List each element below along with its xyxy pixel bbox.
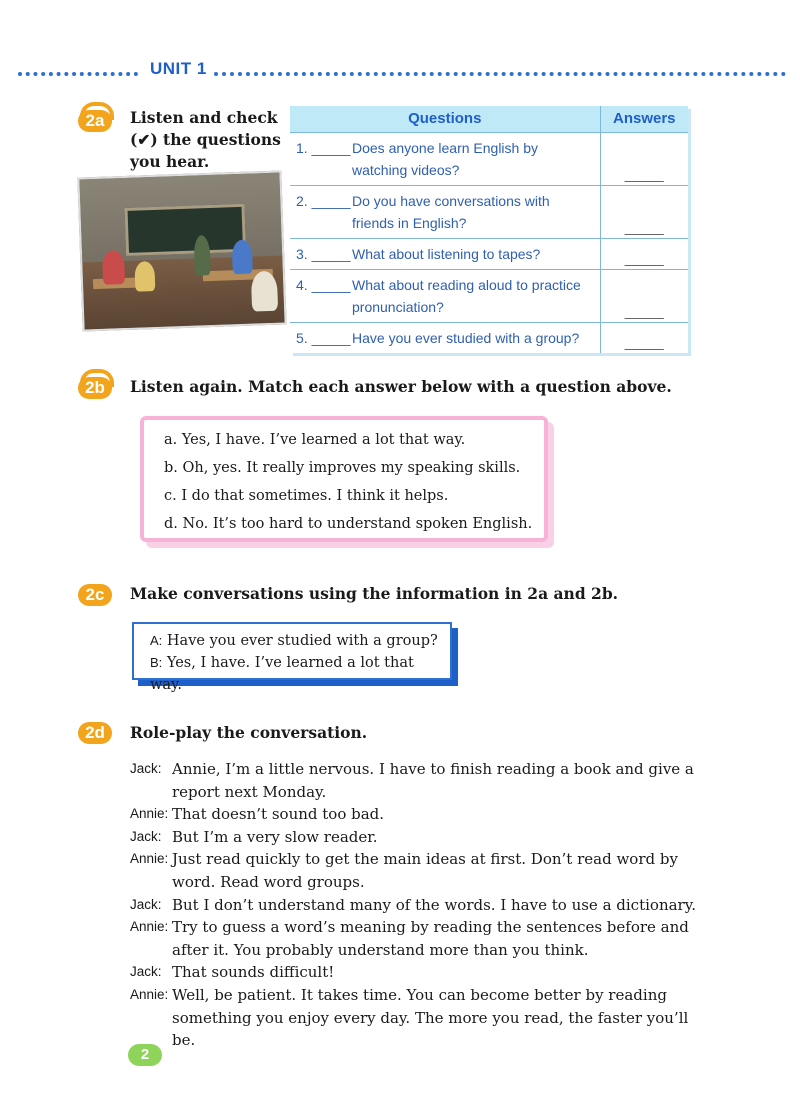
answer-blank[interactable]: _____	[600, 269, 688, 322]
question-text: Have you ever studied with a group?	[352, 329, 580, 346]
answer-blank[interactable]: _____	[600, 185, 688, 238]
dialog-line	[130, 848, 700, 893]
question-check-blank[interactable]: 5. _____	[296, 329, 351, 346]
section-2d-instruction: Role-play the conversation.	[130, 723, 368, 742]
example-line	[150, 652, 450, 696]
table-header-row	[290, 106, 688, 132]
role-play-dialog	[130, 758, 700, 1052]
dialog-text: Try to guess a word’s meaning by reading the sentences before and after it. You probably understand more than you think.	[172, 918, 689, 959]
answers-list	[164, 426, 532, 538]
dialog-line	[130, 916, 700, 961]
speaker-label: Annie:	[130, 919, 169, 935]
speaker-label: Jack:	[130, 761, 162, 776]
dialog-line	[130, 961, 700, 984]
question-text: Do you have conversations with friends in English?	[352, 192, 550, 231]
dialog-text: Well, be patient. It takes time. You can become better by reading something you enjoy every day. The more you read, the faster you’ll be.	[172, 985, 689, 1050]
dialog-line	[130, 803, 700, 826]
example-text: Have you ever studied with a group?	[166, 633, 438, 649]
dialog-line	[130, 894, 700, 917]
section-2d-badge: 2d	[78, 722, 112, 744]
speaker-label: Annie:	[130, 806, 169, 822]
dialog-text: That doesn’t sound too bad.	[172, 805, 385, 824]
dialog-text: Annie, I’m a little nervous. I have to finish reading a book and give a report next Monday.	[172, 760, 694, 801]
page-number: 2	[128, 1044, 162, 1066]
speaker-label: A:	[150, 633, 163, 648]
unit-title: UNIT 1	[150, 59, 207, 78]
question-text: What about listening to tapes?	[352, 245, 541, 262]
instruction-line: Listen and check	[130, 108, 278, 127]
dialog-text: But I don’t understand many of the words. I have to use a dictionary.	[172, 895, 696, 914]
answer-blank[interactable]: _____	[600, 322, 688, 353]
example-text: Yes, I have. I’ve learned a lot that way.	[150, 655, 414, 693]
dialog-line	[130, 826, 700, 849]
section-2a-badge: 2a	[78, 110, 112, 132]
instruction-line: (✔) the questions	[130, 130, 281, 149]
header-dots-right	[214, 72, 786, 76]
section-2a-instruction	[130, 107, 281, 173]
speaker-label: B:	[150, 655, 163, 670]
classroom-photo	[77, 170, 286, 331]
question-text: Does anyone learn English by watching videos?	[352, 139, 539, 178]
question-check-blank[interactable]: 2. _____	[296, 192, 351, 209]
answer-blank[interactable]: _____	[600, 132, 688, 185]
question-check-blank[interactable]: 4. _____	[296, 276, 351, 293]
speaker-label: Annie:	[130, 851, 169, 867]
table-row	[290, 185, 688, 238]
section-2b-badge: 2b	[78, 377, 112, 399]
speaker-label: Jack:	[130, 896, 162, 912]
example-conversation-box	[132, 622, 452, 693]
table-row	[290, 322, 688, 353]
questions-table	[290, 106, 688, 353]
col-answers-header: Answers	[600, 106, 688, 132]
header-dots-left	[18, 72, 138, 76]
speaker-label: Jack:	[130, 828, 162, 844]
list-item: a. Yes, I have. I’ve learned a lot that way.	[164, 432, 466, 448]
dialog-line	[130, 758, 700, 803]
question-text: What about reading aloud to practice pronunciation?	[352, 276, 581, 315]
list-item: b. Oh, yes. It really improves my speaking skills.	[164, 460, 521, 476]
table-row	[290, 269, 688, 322]
photo-blackboard	[124, 204, 246, 256]
list-item: d. No. It’s too hard to understand spoken English.	[164, 516, 533, 532]
section-2b-instruction: Listen again. Match each answer below with a question above.	[130, 377, 672, 396]
question-check-blank[interactable]: 3. _____	[296, 245, 351, 262]
dialog-text: Just read quickly to get the main ideas at first. Don’t read word by word. Read word groups.	[172, 850, 678, 891]
table-row	[290, 132, 688, 185]
question-check-blank[interactable]: 1. _____	[296, 139, 351, 156]
table-row	[290, 238, 688, 269]
dialog-text: But I’m a very slow reader.	[172, 827, 378, 846]
section-2c-instruction: Make conversations using the information in 2a and 2b.	[130, 584, 619, 603]
speaker-label: Jack:	[130, 964, 162, 980]
speaker-label: Annie:	[130, 986, 169, 1002]
example-line	[150, 630, 450, 652]
section-2c-badge: 2c	[78, 584, 112, 606]
list-item: c. I do that sometimes. I think it helps.	[164, 488, 449, 504]
dialog-text: That sounds difficult!	[172, 963, 335, 982]
dialog-line	[130, 984, 700, 1052]
col-questions-header: Questions	[290, 106, 600, 132]
answer-blank[interactable]: _____	[600, 238, 688, 269]
photo-student	[134, 261, 155, 292]
instruction-line: you hear.	[130, 152, 210, 171]
